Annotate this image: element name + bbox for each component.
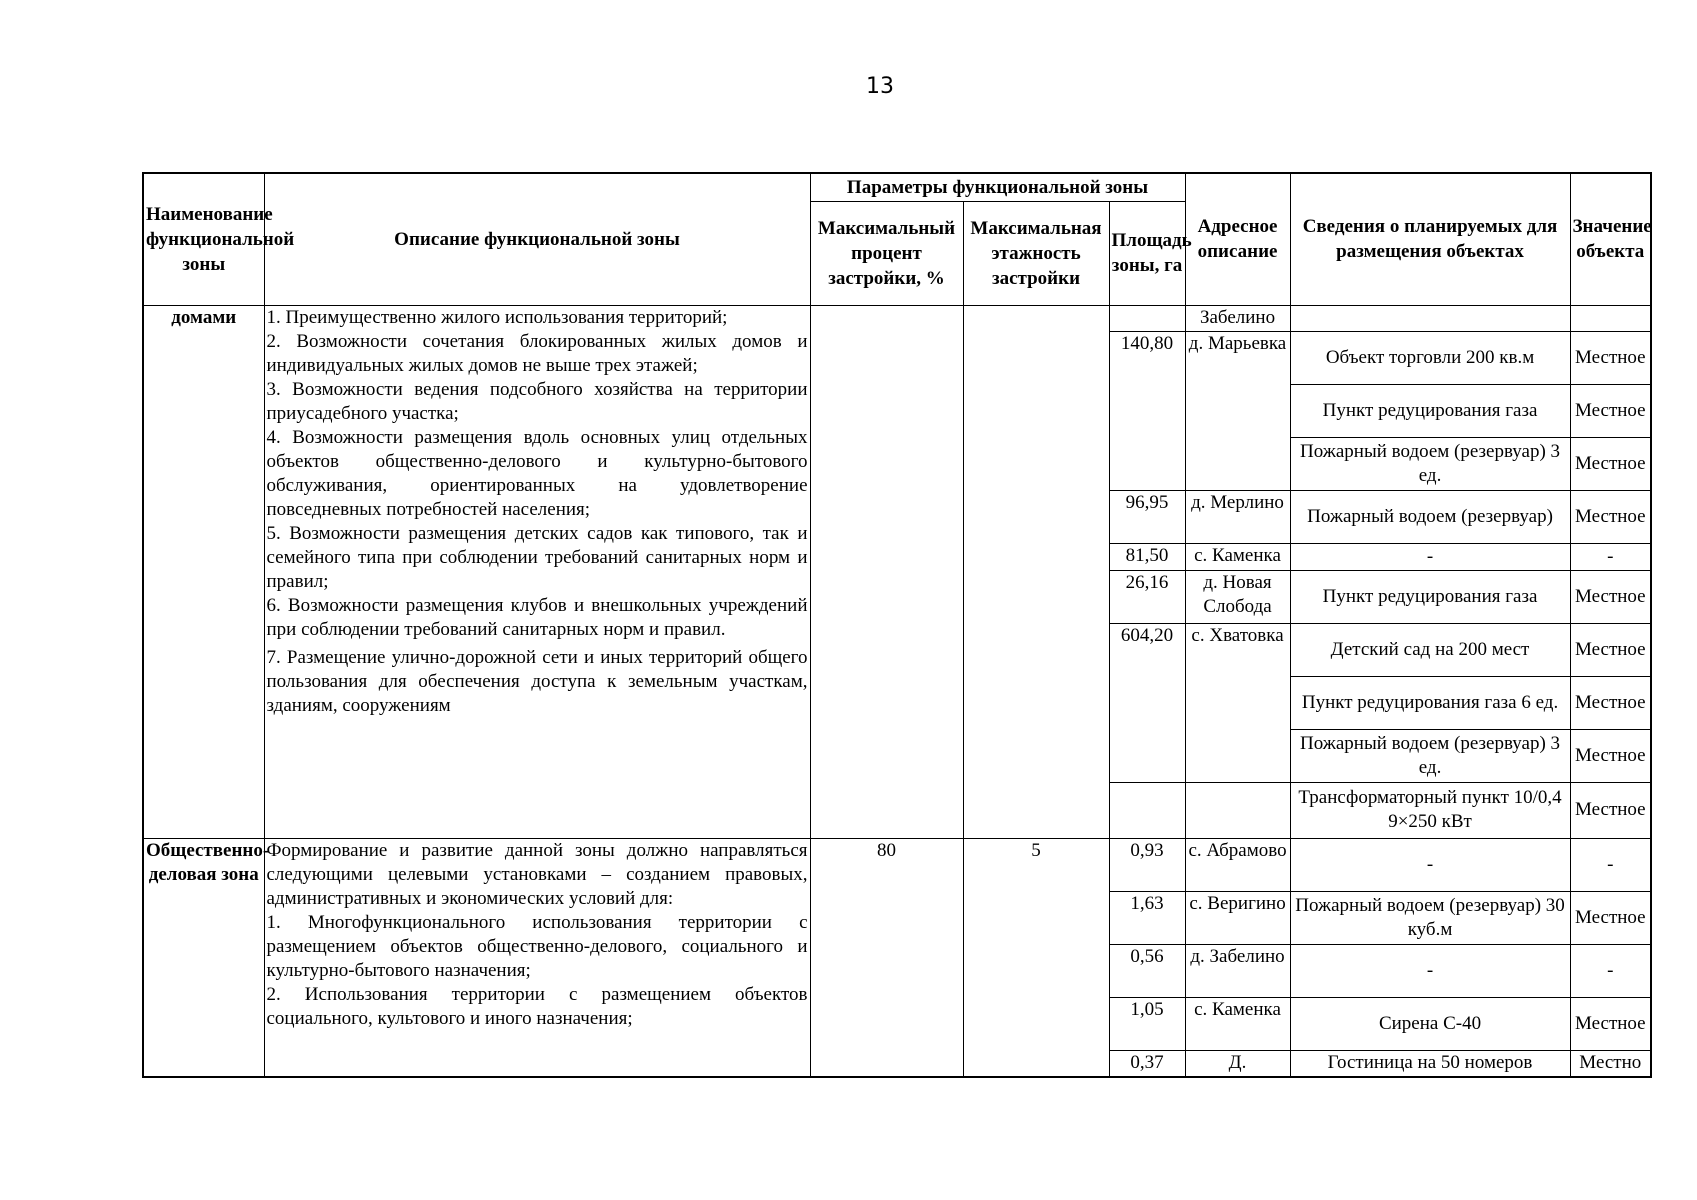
address-cell: Забелино — [1185, 305, 1290, 331]
planned-object-cell: Пункт редуцирования газа — [1290, 570, 1570, 623]
planned-object-cell: Детский сад на 200 мест — [1290, 623, 1570, 676]
functional-zones-table — [142, 172, 1652, 1078]
planned-object-cell: Гостиница на 50 номеров — [1290, 1050, 1570, 1077]
significance-cell: Местное — [1570, 331, 1651, 384]
zone-name: Общественно-деловая зона — [143, 838, 264, 1077]
planned-object-cell: Пожарный водоем (резервуар) 3 ед. — [1290, 729, 1570, 782]
significance-cell: Местное — [1570, 782, 1651, 838]
address-cell: с. Абрамово — [1185, 838, 1290, 891]
page-number: 13 — [866, 74, 894, 99]
area-cell: 140,80 — [1109, 331, 1185, 490]
planned-object-cell: - — [1290, 543, 1570, 570]
area-cell: 1,63 — [1109, 891, 1185, 944]
planned-object-cell: Пункт редуцирования газа — [1290, 384, 1570, 437]
area-cell: 604,20 — [1109, 623, 1185, 782]
planned-object-cell: Пункт редуцирования газа 6 ед. — [1290, 676, 1570, 729]
max-build-percent-cell: 80 — [810, 838, 963, 1077]
address-cell: д. Новая Слобода — [1185, 570, 1290, 623]
significance-cell: - — [1570, 944, 1651, 997]
significance-cell: Местное — [1570, 384, 1651, 437]
header-area: Площадь зоны, га — [1109, 201, 1185, 305]
address-cell: с. Хватовка — [1185, 623, 1290, 782]
planned-object-cell: Объект торговли 200 кв.м — [1290, 331, 1570, 384]
address-cell: д. Мерлино — [1185, 490, 1290, 543]
header-max-floors: Максимальная этажность застройки — [963, 201, 1109, 305]
header-params-group: Параметры функциональной зоны — [810, 173, 1185, 201]
max-floors-cell — [963, 305, 1109, 838]
address-cell: д. Забелино — [1185, 944, 1290, 997]
significance-cell: Местное — [1570, 729, 1651, 782]
max-floors-cell: 5 — [963, 838, 1109, 1077]
planned-object-cell: Пожарный водоем (резервуар) — [1290, 490, 1570, 543]
description-item: 6. Возможности размещения клубов и внешкольных учреждений при соблюдении требований санитарных норм и правил. — [266, 594, 808, 640]
zone-description — [264, 305, 810, 838]
significance-cell: Местное — [1570, 997, 1651, 1050]
significance-cell: Местное — [1570, 676, 1651, 729]
planned-object-cell: Пожарный водоем (резервуар) 30 куб.м — [1290, 891, 1570, 944]
area-cell: 0,93 — [1109, 838, 1185, 891]
area-cell: 0,56 — [1109, 944, 1185, 997]
significance-cell: Местно — [1570, 1050, 1651, 1077]
significance-cell: - — [1570, 838, 1651, 891]
max-build-percent-cell — [810, 305, 963, 838]
description-item: 2. Использования территории с размещением объектов социального, культового и иного назначения; — [266, 983, 808, 1029]
header-address: Адресное описание — [1185, 173, 1290, 305]
header-significance: Значение объекта — [1570, 173, 1651, 305]
description-item: 1. Преимущественно жилого использования территорий; — [266, 306, 728, 328]
header-description: Описание функциональной зоны — [264, 173, 810, 305]
description-item: 7. Размещение улично-дорожной сети и иных территорий общего пользования для обеспечения доступа к земельным участкам, зданиям, сооружениям — [266, 646, 808, 716]
zone-description — [264, 838, 810, 1077]
area-cell — [1109, 782, 1185, 838]
header-zone-name: Наименование функциональной зоны — [143, 173, 264, 305]
area-cell: 0,37 — [1109, 1050, 1185, 1077]
address-cell: с. Веригино — [1185, 891, 1290, 944]
address-cell: с. Каменка — [1185, 543, 1290, 570]
significance-cell — [1570, 305, 1651, 331]
significance-cell: - — [1570, 543, 1651, 570]
planned-object-cell: - — [1290, 838, 1570, 891]
header-planned-objects: Сведения о планируемых для размещения объектах — [1290, 173, 1570, 305]
description-item: 1. Многофункционального использования территории с размещением объектов общественно-делового, социального и культурно-бытового назначения; — [266, 911, 808, 981]
significance-cell: Местное — [1570, 891, 1651, 944]
planned-object-cell: Трансформаторный пункт 10/0,4 9×250 кВт — [1290, 782, 1570, 838]
address-cell: с. Каменка — [1185, 997, 1290, 1050]
area-cell: 96,95 — [1109, 490, 1185, 543]
description-item: Формирование и развитие данной зоны должно направляться следующими целевыми установками – созданием правовых, административных и экономических условий для: — [266, 839, 808, 909]
description-item: 4. Возможности размещения вдоль основных улиц отдельных объектов общественно-делового и культурно-бытового обслуживания, ориентированных на удовлетворение повседневных потребностей населения; — [266, 426, 808, 520]
description-item: 2. Возможности сочетания блокированных жилых домов и индивидуальных жилых домов не выше трех этажей; — [266, 330, 808, 376]
area-cell: 26,16 — [1109, 570, 1185, 623]
significance-cell: Местное — [1570, 490, 1651, 543]
planned-object-cell — [1290, 305, 1570, 331]
area-cell: 81,50 — [1109, 543, 1185, 570]
zone-name: домами — [143, 305, 264, 838]
planned-object-cell: Сирена С-40 — [1290, 997, 1570, 1050]
address-cell: д. Марьевка — [1185, 331, 1290, 490]
significance-cell: Местное — [1570, 570, 1651, 623]
address-cell — [1185, 782, 1290, 838]
planned-object-cell: Пожарный водоем (резервуар) 3 ед. — [1290, 437, 1570, 490]
header-max-build-percent: Максимальный процент застройки, % — [810, 201, 963, 305]
significance-cell: Местное — [1570, 437, 1651, 490]
description-item: 3. Возможности ведения подсобного хозяйства на территории приусадебного участка; — [266, 378, 808, 424]
area-cell: 1,05 — [1109, 997, 1185, 1050]
significance-cell: Местное — [1570, 623, 1651, 676]
area-cell — [1109, 305, 1185, 331]
address-cell: Д. — [1185, 1050, 1290, 1077]
planned-object-cell: - — [1290, 944, 1570, 997]
description-item: 5. Возможности размещения детских садов как типового, так и семейного типа при соблюдении требований санитарных норм и правил; — [266, 522, 808, 592]
